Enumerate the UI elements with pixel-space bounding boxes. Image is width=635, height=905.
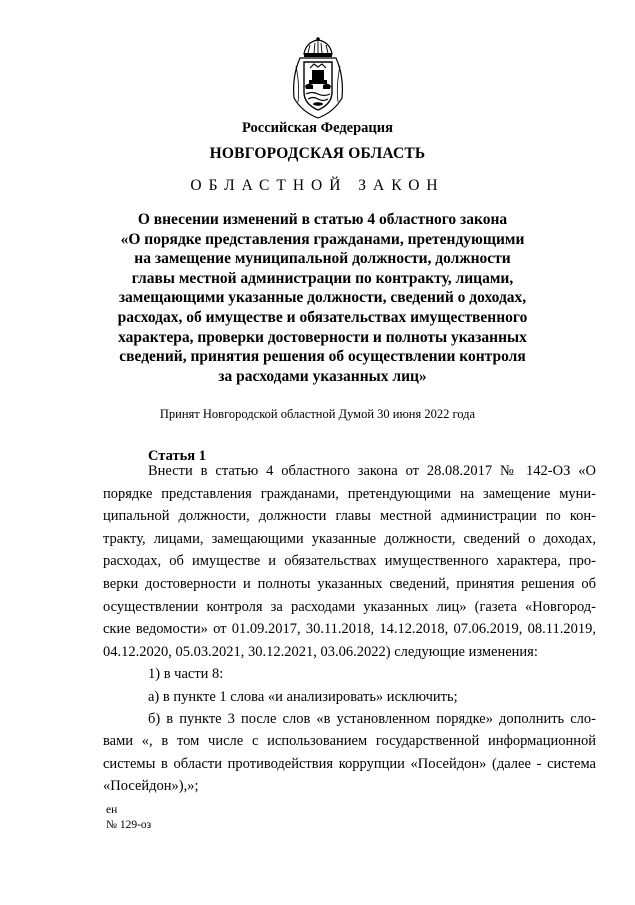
paragraph-line: вами «, в том числе с использованием государственной информационной — [103, 733, 596, 750]
paragraph-line: ципальной должности, должности главы местной администрации по кон- — [103, 508, 596, 525]
adoption-note: Принят Новгородской областной Думой 30 июня 2022 года — [159, 407, 476, 421]
article-heading: Статья 1 — [148, 448, 206, 464]
title-line: за расходами указанных лиц» — [218, 367, 427, 385]
footer-registration — [106, 803, 151, 833]
paragraph-line: 04.12.2020, 05.03.2021, 30.12.2021, 03.06.2022) следующие изменения: — [103, 643, 538, 660]
footer-initials: ен — [106, 804, 118, 816]
title-line: «О порядке представления гражданами, претендующими — [120, 230, 525, 248]
novgorod-coat-of-arms-icon — [286, 36, 350, 120]
title-line: на замещение муниципальной должности, должности — [134, 250, 511, 268]
paragraph-line: расходах, об имуществе и обязательствах имущественного характера, про- — [103, 553, 596, 570]
paragraph-line: б) в пункте 3 после слов «в установленном порядке» дополнить сло- — [148, 710, 596, 727]
list-item: а) в пункте 1 слова «и анализировать» исключить; — [148, 688, 458, 705]
country-name: Российская Федерация — [242, 120, 393, 136]
title-line: расходах, об имуществе и обязательствах имущественного — [117, 308, 528, 326]
amendment-item-b — [103, 685, 596, 798]
title-line: О внесении изменений в статью 4 областного закона — [137, 211, 508, 228]
law-title — [90, 210, 555, 386]
paragraph-line: тракту, лицами, замещающими указанные должности, сведений о доходах, — [103, 530, 596, 547]
article-paragraph — [103, 460, 596, 663]
paragraph-line: порядке представления гражданами, претендующими на замещение муни- — [103, 485, 596, 502]
document-type: ОБЛАСТНОЙ ЗАКОН — [190, 177, 445, 194]
title-line: сведений, принятия решения об осуществлении контроля — [119, 348, 526, 366]
title-line: главы местной администрации по контракту, лицами, — [131, 269, 514, 287]
paragraph-line: ские ведомости» от 01.09.2017, 30.11.2018, 14.12.2018, 07.06.2019, 08.11.2019, — [103, 621, 596, 638]
list-item: 1) в части 8: — [148, 666, 224, 682]
paragraph-line: системы в области противодействия коррупции «Посейдон» (далее - система — [103, 755, 596, 772]
title-line: характера, проверки достоверности и полноты указанных — [118, 328, 527, 346]
paragraph-line: верки достоверности и полноты указанных сведений, принятия решения об — [103, 575, 596, 592]
paragraph-line: «Посейдон»),»; — [103, 778, 199, 795]
region-name: НОВГОРОДСКАЯ ОБЛАСТЬ — [209, 145, 426, 162]
paragraph-line: Внести в статью 4 областного закона от 28.08.2017 № 142-ОЗ «О — [148, 463, 596, 479]
paragraph-line: осуществлении контроля за расходами указанных лиц» (газета «Новгород- — [103, 598, 596, 615]
footer-number: № 129-оз — [106, 819, 152, 831]
title-line: замещающими указанные должности, сведений о доходах, — [118, 289, 527, 307]
